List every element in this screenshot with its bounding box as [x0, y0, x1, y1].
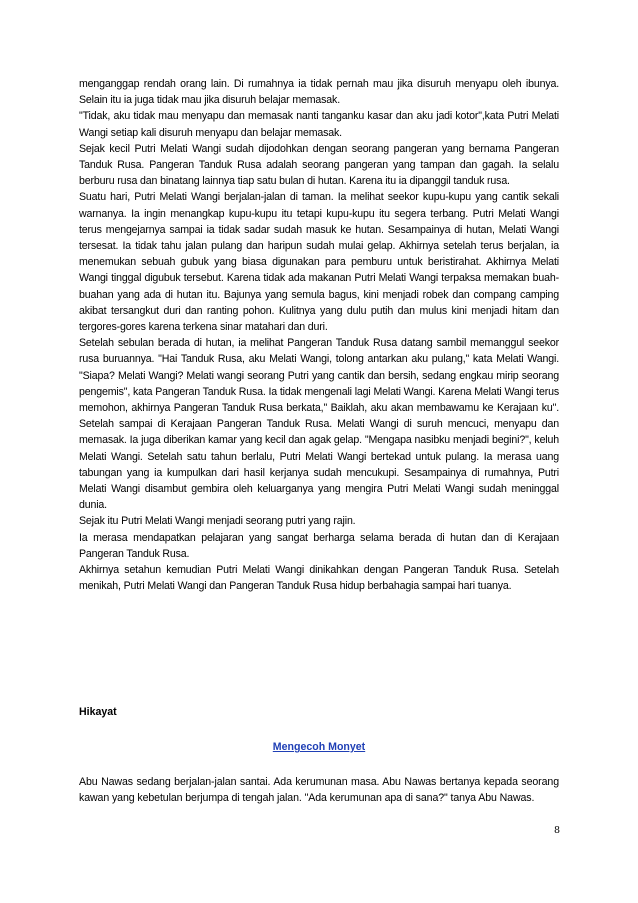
- paragraph-quote-refusal: "Tidak, aku tidak mau menyapu dan memasak nanti tanganku kasar dan aku jadi kotor",kata Putri Melati Wangi setiap kali disuruh menyapu dan belajar memasak.: [79, 110, 559, 139]
- paragraph-lost-in-forest: Suatu hari, Putri Melati Wangi berjalan-jalan di taman. Ia melihat seekor kupu-kupu yang cantik sekali warnanya. Ia ingin menangkap kupu-kupu itu tetapi kupu-kupu itu segera terbang. Putri Melati Wangi terus mengejarnya sampai ia tidak sadar sudah masuk ke hutan. Sesampainya di hutan, Melati Wangi tersesat. Ia tidak tahu jalan pulang dan haripun sudah mulai gelap. Akhirnya setelah terus berjalan, ia menemukan sebuah gubuk yang biasa digunakan para pemburu untuk beristirahat. Akhirnya Melati Wangi tinggal digubuk tersebut. Karena tidak ada makanan Putri Melati Wangi terpaksa memakan buah-buahan yang ada di hutan itu. Bajunya yang semula bagus, kini menjadi robek dan compang camping akibat tersangkut duri dan ranting pohon. Kulitnya yang dulu putih dan mulus kini menjadi hitam dan tergores-gores karena terkena sinar matahari dan duri.: [79, 191, 559, 334]
- section-label: Hikayat: [79, 706, 117, 718]
- paragraph-ending: Akhirnya setahun kemudian Putri Melati Wangi dinikahkan dengan Pangeran Tanduk Rusa. Setelah menikah, Putri Melati Wangi dan Pangeran Tanduk Rusa hidup berbahagia sampai hari tuanya.: [79, 564, 559, 593]
- paragraph-intro: menganggap rendah orang lain. Di rumahnya ia tidak pernah mau jika disuruh menyapu oleh ibunya. Selain itu ia juga tidak mau jika disuruh belajar memasak.: [79, 78, 559, 107]
- second-story-body: [79, 774, 559, 806]
- paragraph-betrothal: Sejak kecil Putri Melati Wangi sudah dijodohkan dengan seorang pangeran yang bernama Pangeran Tanduk Rusa. Pangeran Tanduk Rusa adalah seorang pangeran yang tampan dan gagah. Ia selalu berburu rusa dan binatang lainnya tiap satu bulan di hutan. Karena itu ia dipanggil tanduk rusa.: [79, 142, 559, 188]
- page-number: 8: [553, 825, 560, 836]
- story-title-link[interactable]: Mengecoh Monyet: [272, 741, 366, 753]
- paragraph-prince-arrives: Setelah sebulan berada di hutan, ia melihat Pangeran Tanduk Rusa datang sambil memanggul seekor rusa buruannya. "Hai Tanduk Rusa, aku Melati Wangi, tolong antarkan aku pulang," kata Melati Wangi. "Siapa? Melati Wangi? Melati wangi seorang Putri yang cantik dan bersih, sedang engkau mirip seorang pengemis", kata Pangeran Tanduk Rusa. Ia tidak mengenali lagi Melati Wangi. Karena Melati Wangi terus memohon, akhirnya Pangeran Tanduk Rusa berkata," Baiklah, aku akan membawamu ke Kerajaan ku". Setelah sampai di Kerajaan Pangeran Tanduk Rusa. Melati Wangi di suruh mencuci, menyapu dan memasak. Ia juga diberikan kamar yang kecil dan agak gelap. "Mengapa nasibku menjadi begini?", keluh Melati Wangi. Setelah satu tahun berlalu, Putri Melati Wangi bertekad untuk pulang. Ia merasa uang tabungan yang ia kumpulkan dari hasil kerjanya sudah mencukupi. Sesampainya di rumahnya, Putri Melati Wangi disambut gembira oleh keluarganya yang mengira Putri Melati Wangi sudah meninggal dunia.: [79, 337, 559, 512]
- story-body: [79, 76, 559, 595]
- paragraph-abu-nawas: Abu Nawas sedang berjalan-jalan santai. Ada kerumunan masa. Abu Nawas bertanya kepada seorang kawan yang kebetulan berjumpa di tengah jalan. "Ada kerumunan apa di sana?" tanya Abu Nawas.: [79, 776, 559, 805]
- paragraph-lesson: Ia merasa mendapatkan pelajaran yang sangat berharga selama berada di hutan dan di Kerajaan Pangeran Tanduk Rusa.: [79, 531, 559, 560]
- paragraph-diligent: Sejak itu Putri Melati Wangi menjadi seorang putri yang rajin.: [79, 515, 356, 528]
